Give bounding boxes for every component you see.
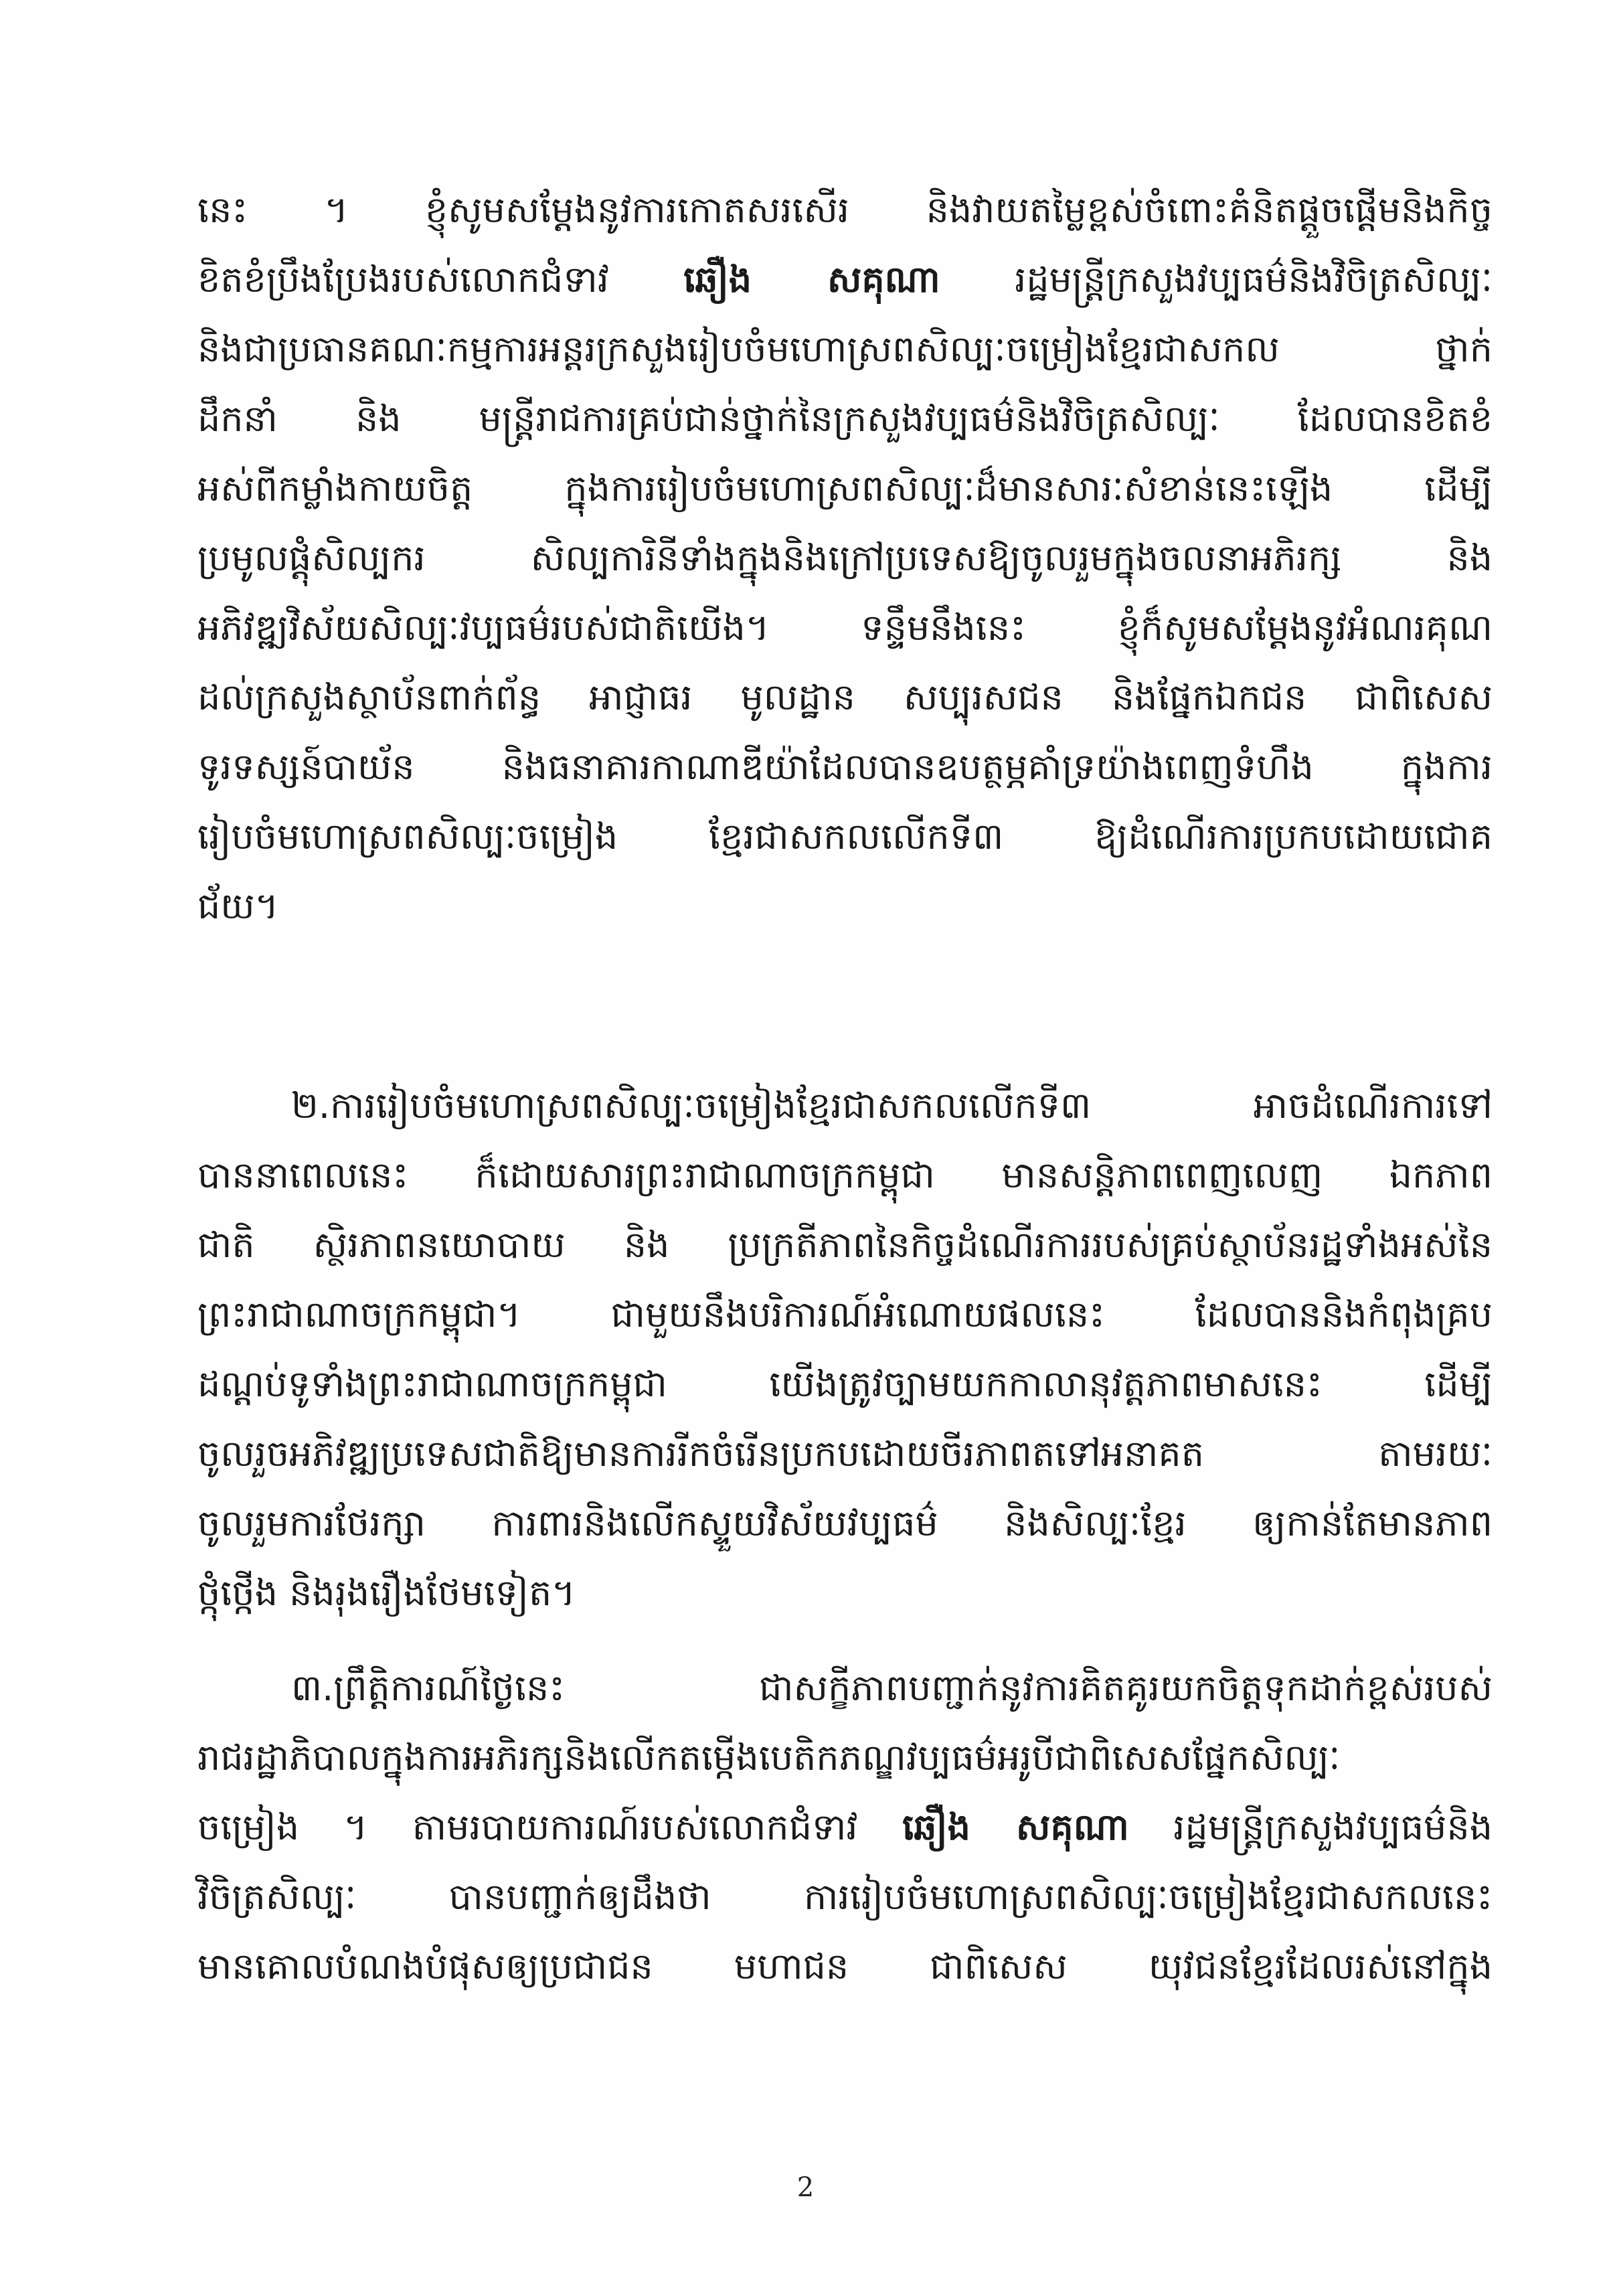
text-line: និងជាប្រធានគណៈកម្មការអន្តរក្រសួងរៀបចំមហោស្រពសិល្បៈចម្រៀងខ្មែរជាសកល ថ្នាក់	[197, 328, 1493, 370]
text-line: អភិវឌ្ឍវិស័យសិល្បៈវប្បធម៌របស់ជាតិយើង។ ទន្ទឹមនឹងនេះ ខ្ញុំក៏សូមសម្តែងនូវអំណរគុណ	[197, 606, 1493, 649]
text-line: ដណ្តប់ទូទាំងព្រះរាជាណាចក្រកម្ពុជា យើងត្រូវច្បាមយកកាលានុវត្តភាពមាសនេះ ដើម្បី	[197, 1363, 1493, 1405]
text-line: ថ្កុំថ្កើង និងរុងរឿងថែមទៀត។	[197, 1572, 576, 1614]
text-line: ចូលរួចអភិវឌ្ឍប្រទេសជាតិឱ្យមានការរីកចំរើនប្រកបដោយចីរភាពតទៅអនាគត តាមរយៈ	[197, 1432, 1493, 1475]
text-line: ដល់ក្រសួងស្ថាប័នពាក់ព័ន្ធ អាជ្ញាធរ មូលដ្ឋាន សប្បុរសជន និងផ្នែកឯកជន ជាពិសេស	[197, 676, 1493, 718]
text-line: ៣.ព្រឹត្តិការណ៍ថ្ងៃនេះ ជាសក្ខីភាពបញ្ជាក់នូវការគិតគូរយកចិត្តទុកដាក់ខ្ពស់របស់	[291, 1667, 1493, 1709]
text-line: ជ័យ។	[197, 885, 279, 927]
text-line: រៀបចំមហោស្រពសិល្បៈចម្រៀង ខ្មែរជាសកលលើកទី៣ ឱ្យដំណើរការប្រកបដោយជោគ	[197, 815, 1493, 857]
text-line: មានគោលបំណងបំផុសឲ្យប្រជាជន មហាជន ជាពិសេស យុវជនខ្មែរដែលរស់នៅក្នុង	[197, 1945, 1493, 1987]
text-line: បាននាពេលនេះ ក៏ដោយសារព្រះរាជាណាចក្រកម្ពុជា មានសន្តិភាពពេញលេញ ឯកភាព	[197, 1154, 1493, 1196]
text-line: វិចិត្រសិល្បៈ បានបញ្ជាក់ឲ្យដឹងថា ការរៀបចំមហោស្រពសិល្បៈចម្រៀងខ្មែរជាសកលនេះ	[197, 1876, 1493, 1918]
text-line: ទូរទស្សន៍បាយ័ន និងធនាគារកាណាឌីយ៉ាដែលបានឧបត្ថម្ភគាំទ្រយ៉ាងពេញទំហឹង ក្នុងការ	[197, 746, 1493, 788]
text-line: ចូលរួមការថែរក្សា ការពារនិងលើកស្ទួយវិស័យវប្បធម៌ និងសិល្បៈខ្មែរ ឲ្យកាន់តែមានភាព	[197, 1502, 1493, 1544]
text-line: ប្រមូលផ្តុំសិល្បករ សិល្បការិនីទាំងក្នុងនិងក្រៅប្រទេសឱ្យចូលរួមក្នុងចលនាអភិរក្ស និង	[197, 537, 1493, 579]
text-line: ២.ការរៀបចំមហោស្រពសិល្បៈចម្រៀងខ្មែរជាសកលលើកទី៣ អាចដំណើរការទៅ	[291, 1084, 1493, 1127]
minister-name: ឆឿង សគុណា	[902, 1806, 1129, 1848]
page-number: 2	[796, 2172, 815, 2203]
text-line: ព្រះរាជាណាចក្រកម្ពុជា។ ជាមួយនឹងបរិការណ៍អំណោយផលនេះ ដែលបាននិងកំពុងគ្រប	[197, 1293, 1493, 1335]
minister-name: ឆឿង សគុណា	[683, 258, 940, 301]
text-line: នេះ ។ ខ្ញុំសូមសម្តែងនូវការកោតសរសើរ និងវាយតម្លៃខ្ពស់ចំពោះគំនិតផ្តួចផ្តើមនិងកិច្ច	[197, 189, 1493, 231]
text-line: ជាតិ ស្ថិរភាពនយោបាយ និង ប្រក្រតីភាពនៃកិច្ចដំណើរការរបស់គ្រប់ស្ថាប័នរដ្ឋទាំងអស់នៃ	[197, 1224, 1493, 1266]
paragraph-1	[197, 175, 1493, 941]
text-line: រាជរដ្ឋាភិបាលក្នុងការអភិរក្សនិងលើកតម្កើងបេតិកភណ្ឌវប្បធម៌អរូបីជាពិសេសផ្នែកសិល្បៈ	[197, 1736, 1341, 1779]
text-line: ចម្រៀង ។ តាមរបាយការណ៍របស់លោកជំទាវ ឆឿង សគុណា រដ្ឋមន្ត្រីក្រសួងវប្បធម៌និង	[197, 1806, 1493, 1848]
text-line: ដឹកនាំ និង មន្ត្រីរាជការគ្រប់ជាន់ថ្នាក់នៃក្រសួងវប្បធម៌និងវិចិត្រសិល្បៈ ដែលបានខិតខំ	[197, 398, 1493, 440]
text-line: ខិតខំប្រឹងប្រែងរបស់លោកជំទាវ ឆឿង សគុណា រដ្ឋមន្ត្រីក្រសួងវប្បធម៌និងវិចិត្រសិល្បៈ	[197, 258, 1493, 301]
text-line: អស់ពីកម្លាំងកាយចិត្ត ក្នុងការរៀបចំមហោស្រពសិល្បៈដ៏មានសារៈសំខាន់នេះឡើង ដើម្បី	[197, 467, 1493, 509]
paragraph-2	[197, 1071, 1493, 1628]
paragraph-3	[197, 1653, 1493, 2001]
